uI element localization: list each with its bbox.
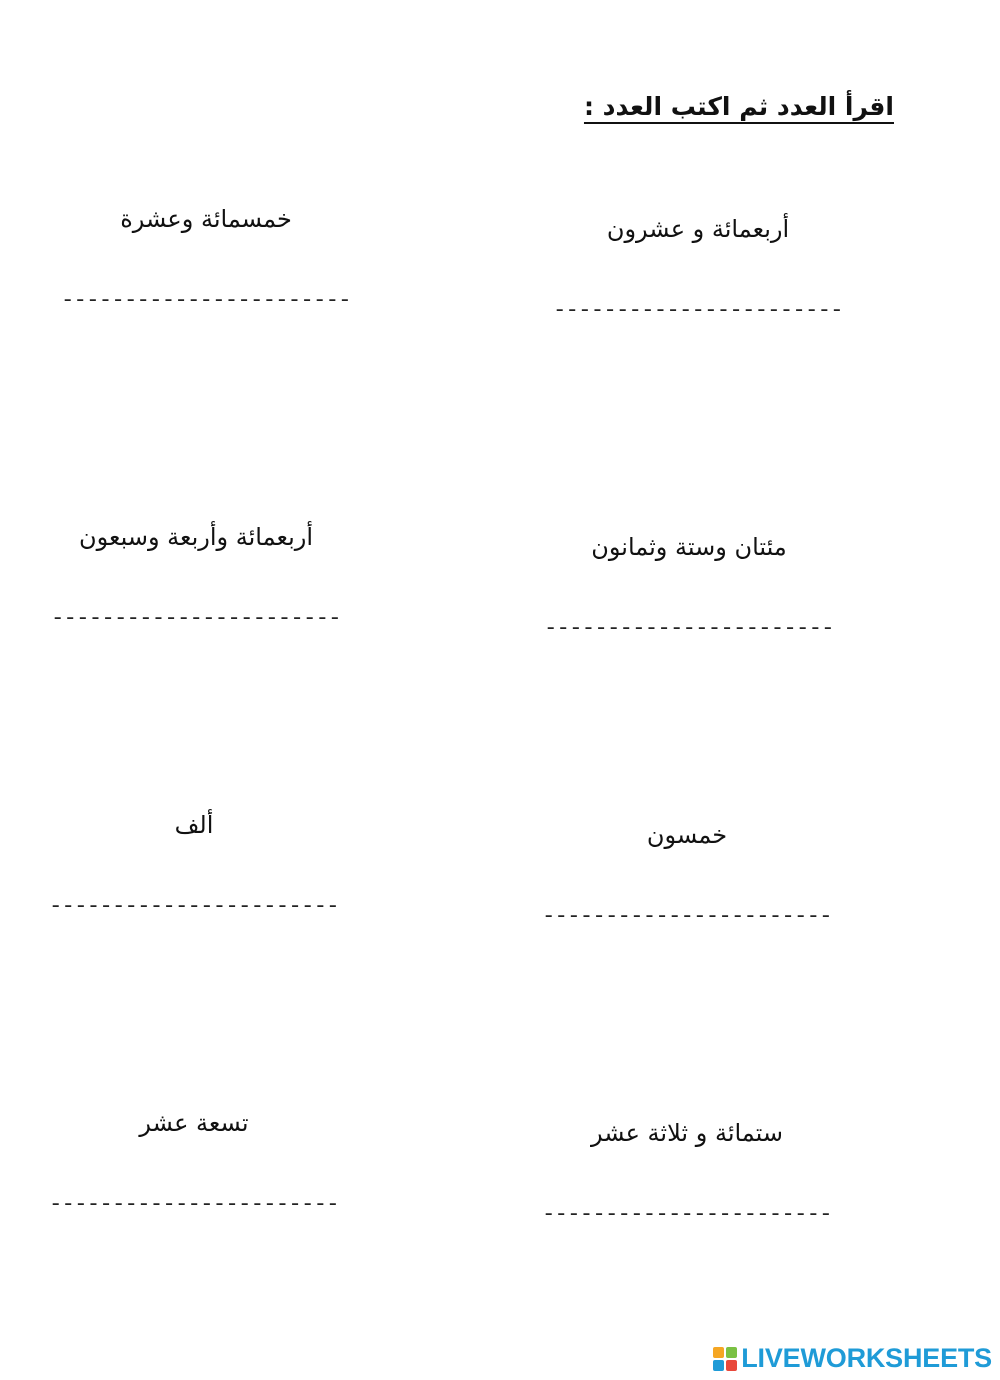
- answer-blank[interactable]: -----------------------: [544, 616, 834, 641]
- answer-blank[interactable]: -----------------------: [542, 904, 832, 929]
- worksheet-title: اقرأ العدد ثم اكتب العدد :: [583, 92, 894, 121]
- question-item: [538, 212, 858, 326]
- number-word: ألف: [174, 811, 214, 839]
- answer-blank[interactable]: -----------------------: [51, 606, 341, 631]
- question-item: [527, 818, 847, 932]
- number-word: أربعمائة و عشرون: [606, 215, 790, 243]
- question-item: [529, 530, 849, 644]
- answer-blank[interactable]: -----------------------: [49, 1192, 339, 1217]
- number-word: ستمائة و ثلاثة عشر: [590, 1119, 784, 1147]
- number-word: مئتان وستة وثمانون: [591, 533, 787, 561]
- number-word: تسعة عشر: [139, 1109, 249, 1137]
- question-item: [34, 808, 354, 922]
- number-word: خمسمائة وعشرة: [120, 205, 292, 233]
- answer-blank[interactable]: -----------------------: [49, 894, 339, 919]
- liveworksheets-logo-icon: [712, 1346, 738, 1372]
- question-item: [36, 520, 356, 634]
- question-item: [34, 1106, 354, 1220]
- answer-blank[interactable]: -----------------------: [553, 298, 843, 323]
- question-item: [527, 1116, 847, 1230]
- question-item: [46, 202, 366, 316]
- brand-name: LIVEWORKSHEETS: [741, 1343, 992, 1373]
- liveworksheets-brand[interactable]: [712, 1343, 992, 1374]
- number-word: خمسون: [646, 821, 728, 849]
- answer-blank[interactable]: -----------------------: [61, 288, 351, 313]
- number-word: أربعمائة وأربعة وسبعون: [78, 523, 314, 551]
- answer-blank[interactable]: -----------------------: [542, 1202, 832, 1227]
